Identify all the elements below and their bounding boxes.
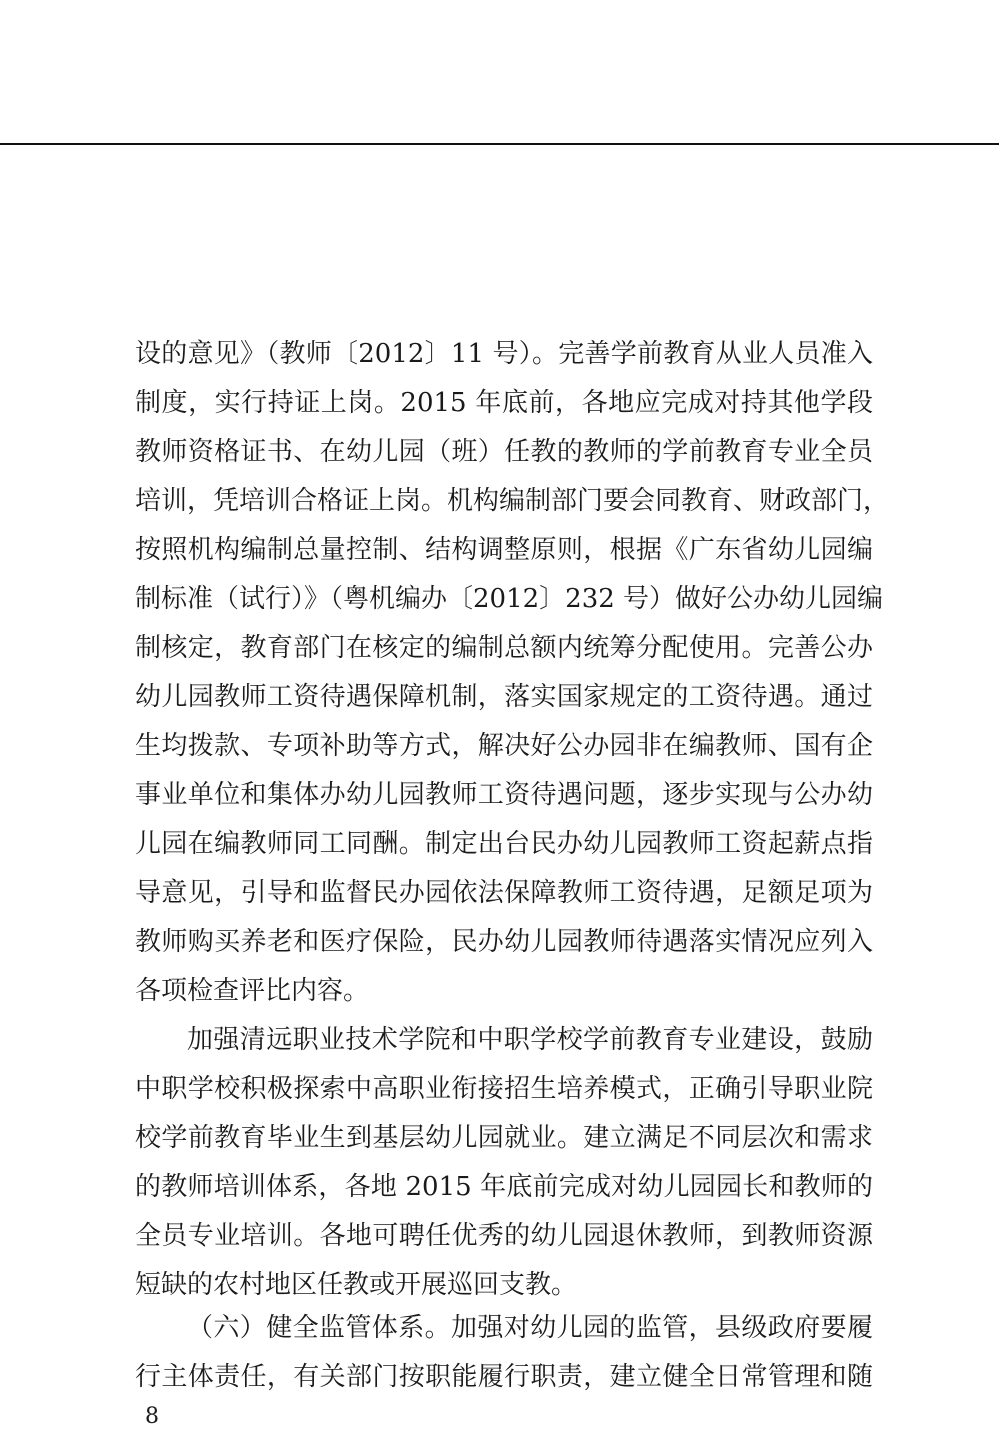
text-line: 校学前教育毕业生到基层幼儿园就业。建立满足不同层次和需求 xyxy=(135,1123,873,1153)
header-rule xyxy=(0,143,999,145)
text-line: 各项检查评比内容。 xyxy=(135,976,370,1006)
text-line: 教师资格证书、在幼儿园（班）任教的教师的学前教育专业全员 xyxy=(135,437,873,467)
text-line: 设的意见》（教师〔2012〕11 号）。完善学前教育从业人员准入 xyxy=(135,339,873,369)
text-line: 制标准（试行）》（粤机编办〔2012〕232 号）做好公办幼儿园编 xyxy=(135,584,884,614)
text-line: 的教师培训体系，各地 2015 年底前完成对幼儿园园长和教师的 xyxy=(135,1172,873,1202)
page-number: 8 xyxy=(145,1404,159,1429)
text-line: 幼儿园教师工资待遇保障机制，落实国家规定的工资待遇。通过 xyxy=(135,682,873,712)
text-line: 事业单位和集体办幼儿园教师工资待遇问题，逐步实现与公办幼 xyxy=(135,780,873,810)
text-line: 导意见，引导和监督民办园依法保障教师工资待遇，足额足项为 xyxy=(135,878,873,908)
text-line: 全员专业培训。各地可聘任优秀的幼儿园退休教师，到教师资源 xyxy=(135,1221,873,1251)
section-heading-line: （六）健全监管体系。加强对幼儿园的监管，县级政府要履 xyxy=(187,1313,873,1343)
text-line: 行主体责任，有关部门按职能履行职责，建立健全日常管理和随 xyxy=(135,1362,873,1392)
text-line: 生均拨款、专项补助等方式，解决好公办园非在编教师、国有企 xyxy=(135,731,873,761)
text-line: 制度，实行持证上岗。2015 年底前，各地应完成对持其他学段 xyxy=(135,388,873,418)
text-line: 教师购买养老和医疗保险，民办幼儿园教师待遇落实情况应列入 xyxy=(135,927,873,957)
text-line: 儿园在编教师同工同酬。制定出台民办幼儿园教师工资起薪点指 xyxy=(135,829,873,859)
text-line: 中职学校积极探索中高职业衔接招生培养模式，正确引导职业院 xyxy=(135,1074,873,1104)
text-line: 短缺的农村地区任教或开展巡回支教。 xyxy=(135,1270,578,1300)
text-line: 制核定，教育部门在核定的编制总额内统筹分配使用。完善公办 xyxy=(135,633,873,663)
text-line: 加强清远职业技术学院和中职学校学前教育专业建设，鼓励 xyxy=(187,1025,873,1055)
text-line: 按照机构编制总量控制、结构调整原则，根据《广东省幼儿园编 xyxy=(135,535,873,565)
text-line: 培训，凭培训合格证上岗。机构编制部门要会同教育、财政部门， xyxy=(135,486,890,516)
